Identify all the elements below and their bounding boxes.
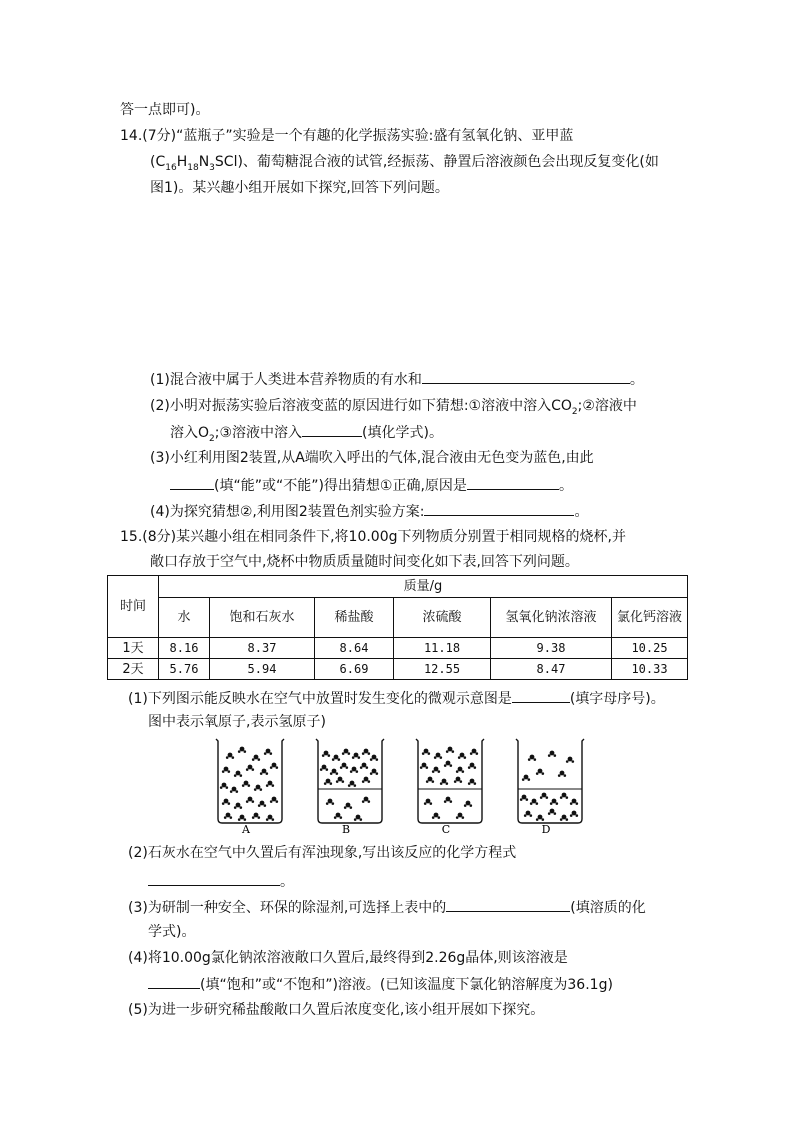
q14-formula-sub2: 18 [187,162,199,173]
table-col-header: 浓硫酸 [394,598,491,638]
q15-part2-end: 。 [280,874,294,890]
q14-part4-text: (4)为探究猜想②,利用图2装置色剂实验方案: [150,504,425,520]
q14-part1-text: (1)混合液中属于人类进本营养物质的有水和 [150,372,422,388]
table-col-header: 饱和石灰水 [210,598,315,638]
q14-part1 [150,368,644,390]
q14-part2-end: ;②溶液中 [577,398,637,414]
q14-part2-line1 [150,396,637,422]
beaker-label-a: A [242,823,250,835]
q14-part1-blank[interactable] [422,368,630,384]
q15-part2-line1: (2)石灰水在空气中久置后有浑浊现象,写出该反应的化学方程式 [128,845,517,861]
q14-part2-tail: (填化学式)。 [362,425,443,441]
q14-part2-text: (2)小明对振荡实验后溶液变蓝的原因进行如下猜想:①溶液中溶入CO [150,398,572,414]
table-cell: 8.64 [315,638,394,659]
q14-intro-end: 图1)。某兴趣小组开展如下探究,回答下列问题。 [150,180,449,196]
table-cell: 6.69 [315,659,394,680]
beaker-label-c: C [441,823,451,835]
q14-formula-sub1: 16 [165,162,177,173]
q14-part3-line2 [170,474,573,496]
q15-part1-line1 [128,687,665,709]
table-time-header: 时间 [108,576,159,638]
beaker-label-d: D [541,823,551,835]
table-mass-header: 质量/g [159,576,688,598]
table-row [108,659,688,680]
q15-part1-blank[interactable] [512,687,570,703]
q15-part1-text: (1)下列图示能反映水在空气中放置时发生变化的微观示意图是 [128,691,512,707]
previous-answer-tail: 答一点即可)。 [120,102,210,118]
q15-part3-end: (填溶质的化 [570,900,646,916]
table-col-header: 稀盐酸 [315,598,394,638]
q14-part3-end: 。 [558,478,573,494]
q14-formula-open: ( [150,154,156,170]
q15-part4-line2 [148,973,613,995]
q14-part2-o2-sub: 2 [209,433,215,444]
table-col-header: 氯化钙溶液 [612,598,688,638]
q14-formula-c: C [155,154,166,170]
table-cell: 5.76 [159,659,210,680]
table-row-label: 2天 [108,659,159,680]
beaker-d [516,739,584,823]
q14-part2-line2 [170,421,443,449]
q15-part3-line1 [128,896,646,918]
table-row [108,638,688,659]
table-cell: 9.38 [491,638,612,659]
table-col-header: 氢氧化钠浓溶液 [491,598,612,638]
q15-part2-blank[interactable] [148,870,280,886]
q14-part3-line1: (3)小红利用图2装置,从A端吹入呼出的气体,混合液由无色变为蓝色,由此 [150,450,594,466]
table-cell: 10.33 [612,659,688,680]
beaker-a [216,739,284,823]
q14-part1-end: 。 [629,372,644,388]
table-row-label: 1天 [108,638,159,659]
beaker-b [316,739,384,823]
q14-part2-o2: 溶入O [170,425,210,441]
table-cell: 5.94 [210,659,315,680]
q14-heading: 14.(7分)“蓝瓶子”实验是一个有趣的化学振荡实验:盛有氢氧化钠、亚甲蓝 [120,128,574,144]
q15-part2-line2 [148,870,294,892]
table-cell: 8.47 [491,659,612,680]
q15-data-table [107,575,688,680]
q15-heading2: 敞口存放于空气中,烧杯中物质质量随时间变化如下表,回答下列问题。 [150,554,579,570]
q15-part4-end: (填“饱和”或“不饱和”)溶液。(已知该温度下氯化钠溶解度为36.1g) [200,977,613,993]
q14-formula-tail: SCl)、葡萄糖混合液的试管,经振荡、静置后溶液颜色会出现反复变化(如 [214,154,659,170]
q15-part3-line2: 学式)。 [148,924,196,940]
q15-part3-blank[interactable] [446,896,570,912]
q14-formula-sub3: 3 [209,162,215,173]
q14-formula-line [150,152,659,178]
q14-part3-blank2[interactable] [467,474,559,490]
table-cell: 8.16 [159,638,210,659]
table-cell: 10.25 [612,638,688,659]
q15-part1-line2: 图中表示氧原子,表示氢原子) [148,714,326,730]
q14-part2-blank[interactable] [302,421,362,437]
q14-formula-n: N [198,154,210,170]
q14-formula-h: H [176,154,188,170]
q15-part5: (5)为进一步研究稀盐酸敞口久置后浓度变化,该小组开展如下探究。 [128,1002,545,1018]
q14-part4-blank[interactable] [424,500,574,516]
table-cell: 8.37 [210,638,315,659]
q14-part4-end: 。 [574,504,589,520]
table-col-header: 水 [159,598,210,638]
q15-heading: 15.(8分)某兴趣小组在相同条件下,将10.00g下列物质分别置于相同规格的烧杯,并 [120,529,626,545]
beaker-c [416,739,484,823]
q15-part1-end: (填字母序号)。 [569,691,665,707]
beaker-label-b: B [341,823,351,835]
q15-part3-text: (3)为研制一种安全、环保的除湿剂,可选择上表中的 [128,900,447,916]
q14-part4 [150,500,588,522]
beaker-diagram [212,733,592,835]
q15-part4-line1: (4)将10.00g氯化钠浓溶液敞口久置后,最终得到2.26g晶体,则该溶液是 [128,950,568,966]
table-cell: 11.18 [394,638,491,659]
q14-part3-mid: (填“能”或“不能”)得出猜想①正确,原因是 [214,478,467,494]
table-cell: 12.55 [394,659,491,680]
q14-part3-blank1[interactable] [170,474,214,490]
q14-part2-sub: 2 [571,406,578,417]
q14-part2-mid: ;③溶液中溶入 [214,425,303,441]
q15-part4-blank[interactable] [148,973,200,989]
